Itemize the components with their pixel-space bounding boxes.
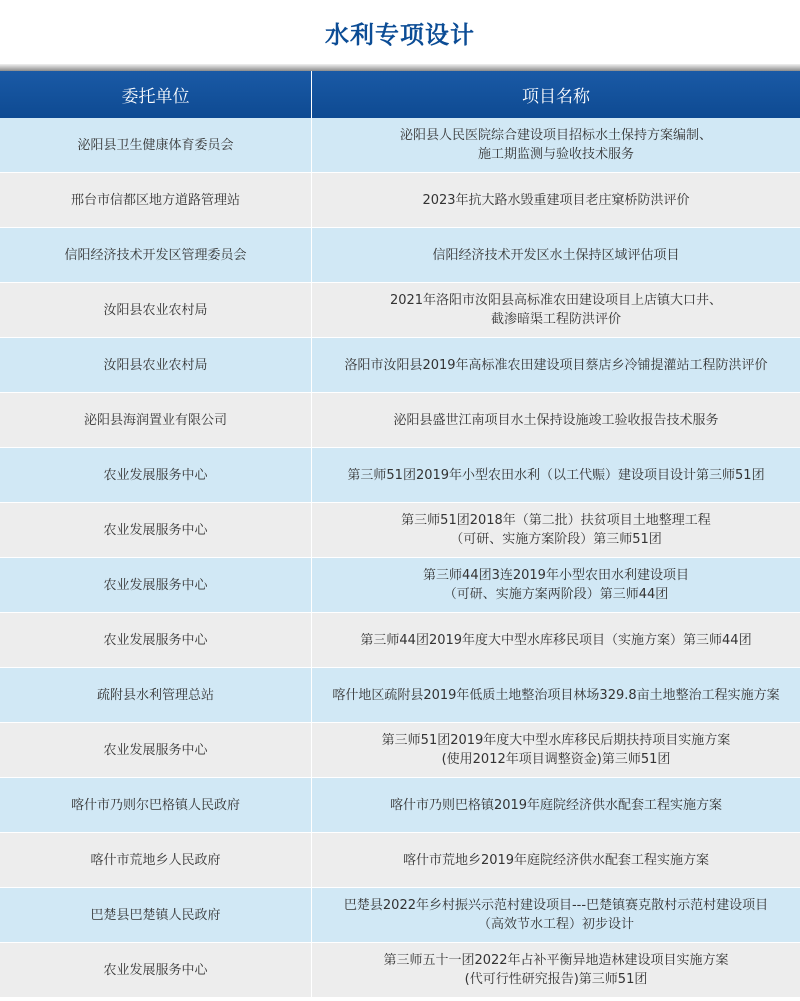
table-row (0, 833, 800, 888)
project-cell (312, 503, 800, 557)
divider-bar (0, 64, 800, 71)
header-client: 委托单位 (0, 71, 312, 118)
table-row (0, 393, 800, 448)
project-cell (312, 943, 800, 997)
client-cell: 农业发展服务中心 (0, 943, 312, 997)
project-cell (312, 393, 800, 447)
project-cell (312, 723, 800, 777)
table-row (0, 338, 800, 393)
page-title: 水利专项设计 (325, 20, 475, 49)
table-body (0, 118, 800, 998)
table-row (0, 173, 800, 228)
project-cell (312, 668, 800, 722)
project-name: 第三师51团2018年（第二批）扶贫项目土地整理工程 （可研、实施方案阶段）第三师51团 (401, 513, 711, 547)
table-row (0, 558, 800, 613)
table-row (0, 668, 800, 723)
project-cell (312, 173, 800, 227)
project-name: 第三师51团2019年度大中型水库移民后期扶持项目实施方案 (使用2012年项目调整资金)第三师51团 (381, 733, 731, 767)
project-name: 第三师51团2019年小型农田水利（以工代赈）建设项目设计第三师51团 (347, 467, 765, 483)
client-cell: 农业发展服务中心 (0, 448, 312, 502)
client-cell: 农业发展服务中心 (0, 503, 312, 557)
project-cell (312, 833, 800, 887)
client-cell: 喀什市乃则尔巴格镇人民政府 (0, 778, 312, 832)
table-row (0, 118, 800, 173)
project-name: 第三师44团3连2019年小型农田水利建设项目 （可研、实施方案两阶段）第三师44团 (423, 568, 689, 602)
project-name: 2023年抗大路水毁重建项目老庄窠桥防洪评价 (422, 192, 690, 208)
project-cell (312, 613, 800, 667)
table-header (0, 71, 800, 118)
client-cell: 农业发展服务中心 (0, 558, 312, 612)
project-cell (312, 558, 800, 612)
project-name: 洛阳市汝阳县2019年高标准农田建设项目蔡店乡冷铺提灌站工程防洪评价 (344, 357, 768, 373)
client-cell: 农业发展服务中心 (0, 613, 312, 667)
client-cell: 巴楚县巴楚镇人民政府 (0, 888, 312, 942)
client-cell: 疏附县水利管理总站 (0, 668, 312, 722)
table-row (0, 503, 800, 558)
client-cell: 汝阳县农业农村局 (0, 283, 312, 337)
project-table (0, 71, 800, 998)
project-cell (312, 338, 800, 392)
project-name: 泌阳县人民医院综合建设项目招标水土保持方案编制、 施工期监测与验收技术服务 (399, 128, 712, 162)
project-name: 2021年洛阳市汝阳县高标准农田建设项目上店镇大口井、 截渗暗渠工程防洪评价 (389, 293, 723, 327)
client-cell: 信阳经济技术开发区管理委员会 (0, 228, 312, 282)
project-cell (312, 888, 800, 942)
project-name: 喀什市荒地乡2019年庭院经济供水配套工程实施方案 (402, 852, 710, 868)
client-cell: 邢台市信都区地方道路管理站 (0, 173, 312, 227)
project-name: 泌阳县盛世江南项目水土保持设施竣工验收报告技术服务 (393, 412, 719, 428)
table-row (0, 613, 800, 668)
client-cell: 泌阳县卫生健康体育委员会 (0, 118, 312, 172)
client-cell: 喀什市荒地乡人民政府 (0, 833, 312, 887)
table-row (0, 228, 800, 283)
table-row (0, 723, 800, 778)
project-name: 第三师44团2019年度大中型水库移民项目（实施方案）第三师44团 (360, 632, 752, 648)
project-name: 信阳经济技术开发区水土保持区域评估项目 (432, 247, 680, 263)
header-project: 项目名称 (522, 87, 590, 107)
table-row (0, 888, 800, 943)
project-cell (312, 118, 800, 172)
table-row (0, 943, 800, 998)
project-cell (312, 448, 800, 502)
project-cell (312, 283, 800, 337)
client-cell: 农业发展服务中心 (0, 723, 312, 777)
project-name: 第三师五十一团2022年占补平衡异地造林建设项目实施方案 (代可行性研究报告)第三师51团 (383, 953, 729, 987)
project-name: 喀什市乃则巴格镇2019年庭院经济供水配套工程实施方案 (389, 797, 723, 813)
project-cell (312, 778, 800, 832)
project-name: 巴楚县2022年乡村振兴示范村建设项目---巴楚镇赛克散村示范村建设项目 （高效节水工程）初步设计 (343, 898, 769, 932)
client-cell: 泌阳县海润置业有限公司 (0, 393, 312, 447)
project-name: 喀什地区疏附县2019年低质土地整治项目林场329.8亩土地整治工程实施方案 (332, 687, 780, 703)
table-row (0, 778, 800, 833)
project-cell (312, 228, 800, 282)
table-row (0, 448, 800, 503)
table-row (0, 283, 800, 338)
client-cell: 汝阳县农业农村局 (0, 338, 312, 392)
